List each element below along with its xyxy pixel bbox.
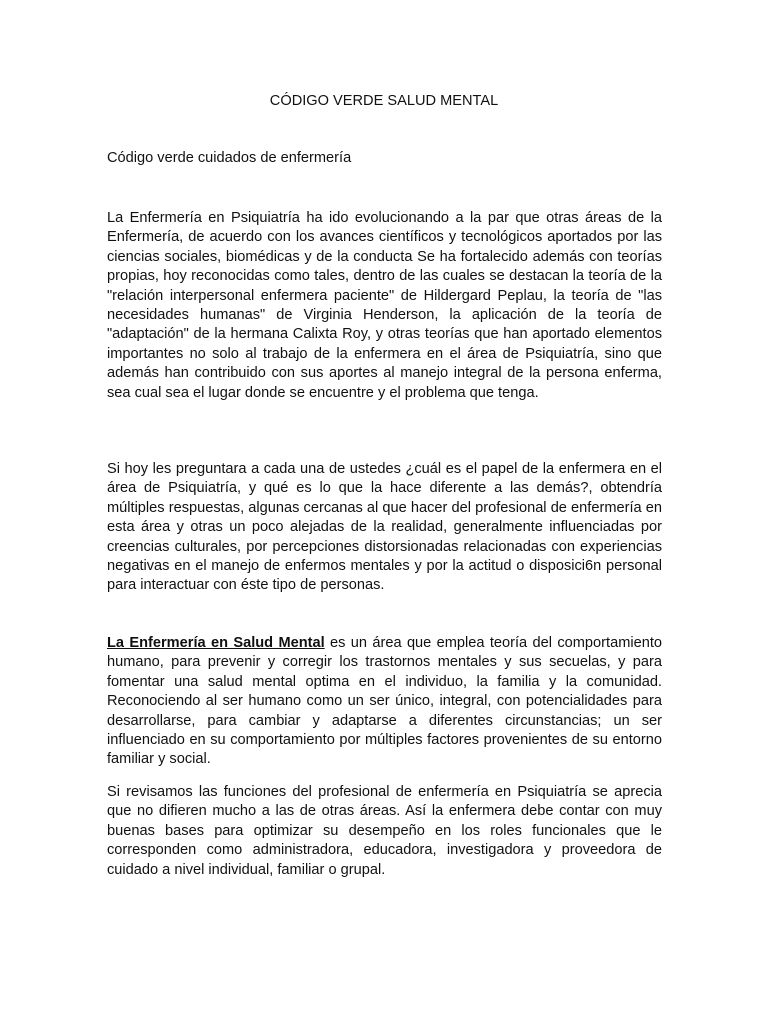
document-title: CÓDIGO VERDE SALUD MENTAL	[269, 93, 499, 109]
paragraph-nursing-evolution: La Enfermería en Psiquiatría ha ido evolucionando a la par que otras áreas de la Enfermería, de acuerdo con los avances científicos y tecnológicos aportados por las ciencias sociales, biomédicas y de la conducta Se ha fortalecido además con teorías propias, hoy reconocidas como tales, dentro de las cuales se destacan la teoría de la "relación interpersonal enfermera paciente" de Hildergard Peplau, la teoría de "las necesidades humanas" de Virginia Henderson, la aplicación de la teoría de "adaptación" de la hermana Calixta Roy, y otras teorías que han aportado elementos importantes no solo al trabajo de la enfermera en el área de Psiquiatría, sino que además han contribuido con sus aportes al manejo integral de la persona enferma, sea cual sea el lugar donde se encuentre y el problema que tenga.	[107, 210, 662, 401]
paragraph-mental-health-definition	[107, 634, 662, 770]
paragraph-nursing-functions: Si revisamos las funciones del profesional de enfermería en Psiquiatría se aprecia que no difieren mucho a las de otras áreas. Así la enfermera debe contar con muy buenas bases para optimizar su desempeño en los roles funcionales que le corresponden como administradora, educadora, investigadora y proveedora de cuidado a nivel individual, familiar o grupal.	[107, 784, 662, 878]
paragraph-nurse-role-question: Si hoy les preguntara a cada una de ustedes ¿cuál es el papel de la enfermera en el área de Psiquiatría, y qué es lo que la hace diferente a las demás?, obtendría múltiples respuestas, algunas cercanas al que hacer del profesional de enfermería en esta área y otras un poco alejadas de la realidad, generalmente influenciadas por creencias culturales, por percepciones distorsionadas relacionadas con experiencias negativas en el manejo de enfermos mentales y por la actitud o disposici6n personal para interactuar con éste tipo de personas.	[107, 461, 662, 594]
definition-text: es un área que emplea teoría del comportamiento humano, para prevenir y corregir los trastornos mentales y sus secuelas, y para fomentar una salud mental optima en el individuo, la familia y la comunidad. Reconociendo al ser humano como un ser único, integral, con potencialidades para desarrollarse, para cambiar y adaptarse a diferentes circunstancias; un ser influenciado en su comportamiento por múltiples factores provenientes de su entorno familiar y social.	[107, 635, 662, 768]
document-subtitle: Código verde cuidados de enfermería	[107, 150, 352, 166]
definition-term: La Enfermería en Salud Mental	[107, 635, 325, 651]
